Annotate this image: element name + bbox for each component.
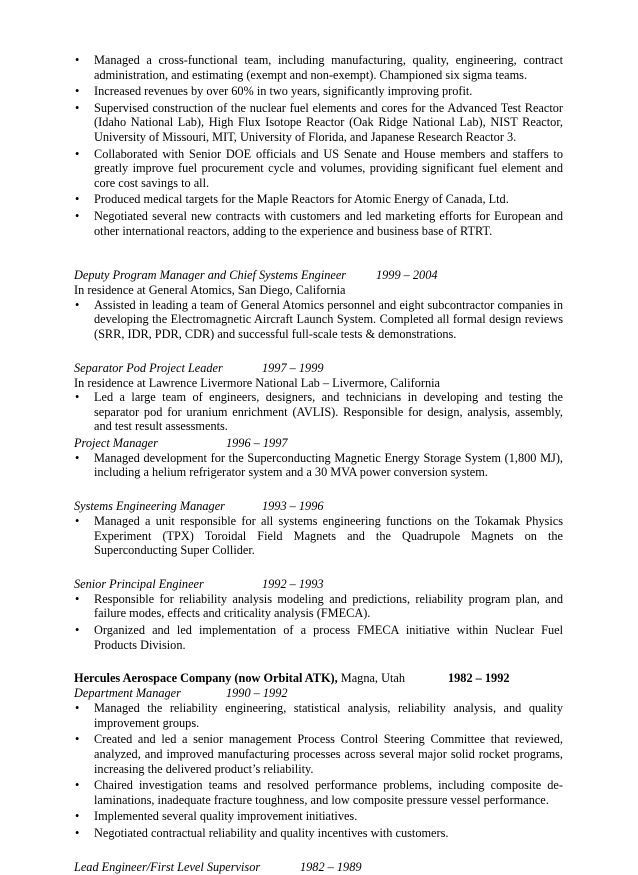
top-bullet-list: [74, 53, 563, 238]
role-heading: [74, 860, 563, 875]
bullet-icon: •: [75, 297, 80, 312]
list-item: [74, 298, 563, 342]
list-item: [74, 809, 563, 824]
bullet-text: Assisted in leading a team of General Atomics personnel and eight subcontractor companies in developing the Electromagnetic Aircraft Launch System. Completed all formal design reviews (SRR, IDR, PDR, CDR) and successful full-scale tests & demonstrations.: [94, 297, 563, 341]
role-heading: [74, 499, 563, 514]
bullet-text: Managed a unit responsible for all systems engineering functions on the Tokamak Physics Experiment (TPX) Toroidal Field Magnets and the Quadrupole Magnets on the Superconducting Super Collider.: [94, 514, 563, 558]
bullet-text: Responsible for reliability analysis modeling and predictions, reliability program plan, and failure modes, effects and criticality analysis (FMECA).: [94, 591, 563, 621]
bullet-text: Produced medical targets for the Maple Reactors for Atomic Energy of Canada, Ltd.: [94, 192, 509, 207]
bullet-text: Supervised construction of the nuclear fuel elements and cores for the Advanced Test Reactor (Idaho National Lab), High Flux Isotope Reactor (Oak Ridge National Lab), NIST Reactor, University of Missouri, MIT, University of Florida, and Japanese Research Reactor 3.: [94, 100, 563, 144]
role-title: Lead Engineer/First Level Supervisor: [74, 859, 261, 874]
role-heading: [74, 436, 563, 451]
company-name: Hercules Aerospace Company (now Orbital ATK),: [74, 671, 338, 686]
role-title: Senior Principal Engineer: [74, 576, 204, 591]
role-title: Deputy Program Manager and Chief Systems Engineer: [74, 268, 347, 283]
bullet-text: Implemented several quality improvement initiatives.: [94, 809, 358, 824]
list-item: [74, 147, 563, 191]
bullet-text: Organized and led implementation of a process FMECA initiative within Nuclear Fuel Products Division.: [94, 623, 563, 652]
bullet-icon: •: [75, 701, 80, 716]
role-bullet-list: [74, 514, 563, 558]
role-section: [74, 436, 563, 480]
bullet-text: Managed the reliability engineering, statistical analysis, reliability analysis, and quality improvement groups.: [94, 701, 563, 730]
role-bullet-list: [74, 451, 563, 480]
role-section: [74, 577, 563, 652]
role-heading: [74, 577, 563, 592]
role-heading: [74, 268, 563, 283]
bullet-text: Chaired investigation teams and resolved performance problems, including composite de-laminations, inadequate fracture toughness, and low composite pressure vessel performance.: [94, 778, 563, 807]
role-section: [74, 860, 563, 875]
bullet-icon: •: [75, 778, 80, 793]
role-title: Systems Engineering Manager: [74, 499, 225, 514]
role-dates: 1993 – 1996: [262, 499, 324, 514]
bullet-icon: •: [75, 146, 80, 161]
list-item: [74, 623, 563, 652]
bullet-text: Managed a cross-functional team, including manufacturing, quality, engineering, contract administration, and estimating (exempt and non-exempt). Championed six sigma teams.: [94, 53, 563, 82]
bullet-icon: •: [75, 825, 80, 840]
list-item: [74, 192, 563, 207]
role-dates: 1997 – 1999: [262, 360, 324, 375]
list-item: [74, 53, 563, 82]
bullet-text: Managed development for the Superconducting Magnetic Energy Storage System (1,800 MJ), including a helium refrigerator system and a 30 MVA power conversion system.: [94, 450, 563, 480]
list-item: [74, 84, 563, 99]
bullet-icon: •: [75, 390, 80, 405]
role-dates: 1999 – 2004: [376, 268, 438, 283]
role-section: [74, 361, 563, 434]
role-bullet-list: [74, 592, 563, 652]
role-dates: 1990 – 1992: [226, 686, 288, 701]
bullet-text: Created and led a senior management Process Control Steering Committee that reviewed, analyzed, and improved manufacturing processes across several major solid rocket programs, increasing the delivered product’s reliability.: [94, 732, 563, 776]
role-bullet-list: [74, 298, 563, 342]
list-item: [74, 514, 563, 558]
role-heading: [74, 361, 563, 376]
list-item: [74, 701, 563, 730]
bullet-icon: •: [75, 450, 80, 465]
bullet-icon: •: [75, 732, 80, 747]
role-section: [74, 268, 563, 341]
bullet-icon: •: [75, 623, 80, 638]
bullet-icon: •: [75, 514, 80, 529]
bullet-icon: •: [75, 53, 80, 67]
bullet-icon: •: [75, 208, 80, 223]
company-section: [74, 671, 563, 840]
role-bullet-list: [74, 390, 563, 434]
list-item: [74, 592, 563, 621]
role-title: Department Manager: [74, 686, 181, 701]
role-heading: [74, 686, 563, 701]
list-item: [74, 101, 563, 145]
role-section: [74, 499, 563, 558]
bullet-icon: •: [75, 809, 80, 824]
company-location: Magna, Utah: [337, 671, 405, 686]
company-heading: [74, 671, 563, 686]
role-title: Project Manager: [74, 435, 158, 450]
bullet-icon: •: [75, 192, 80, 207]
resume-page: [74, 53, 563, 875]
bullet-icon: •: [75, 100, 80, 115]
list-item: [74, 390, 563, 434]
list-item: [74, 451, 563, 480]
role-dates: 1982 – 1989: [300, 859, 362, 874]
list-item: [74, 778, 563, 807]
bullet-text: Collaborated with Senior DOE officials and US Senate and House members and staffers to greatly improve fuel procurement cycle and volumes, providing significant fuel element and core cost savings to all.: [94, 146, 563, 190]
role-location: In residence at Lawrence Livermore National Lab – Livermore, California: [74, 375, 441, 390]
list-item: [74, 732, 563, 776]
role-dates: 1996 – 1997: [226, 435, 288, 450]
company-dates: 1982 – 1992: [448, 671, 510, 686]
list-item: [74, 209, 563, 238]
role-title: Separator Pod Project Leader: [74, 360, 223, 375]
bullet-text: Led a large team of engineers, designers, and technicians in developing and testing the separator pod for uranium enrichment (AVLIS). Responsible for design, analysis, assembly, and test result assessments.: [94, 390, 563, 434]
bullet-text: Negotiated contractual reliability and quality incentives with customers.: [94, 825, 449, 840]
bullet-icon: •: [75, 84, 80, 99]
role-bullet-list: [74, 701, 563, 840]
bullet-text: Increased revenues by over 60% in two years, significantly improving profit.: [94, 84, 473, 99]
bullet-text: Negotiated several new contracts with customers and led marketing efforts for European and other international reactors, adding to the experience and business base of RTRT.: [94, 208, 563, 238]
bullet-icon: •: [75, 591, 80, 606]
company-name-line: [74, 671, 405, 686]
role-dates: 1992 – 1993: [262, 576, 324, 591]
role-location: In residence at General Atomics, San Diego, California: [74, 283, 346, 298]
list-item: [74, 826, 563, 841]
